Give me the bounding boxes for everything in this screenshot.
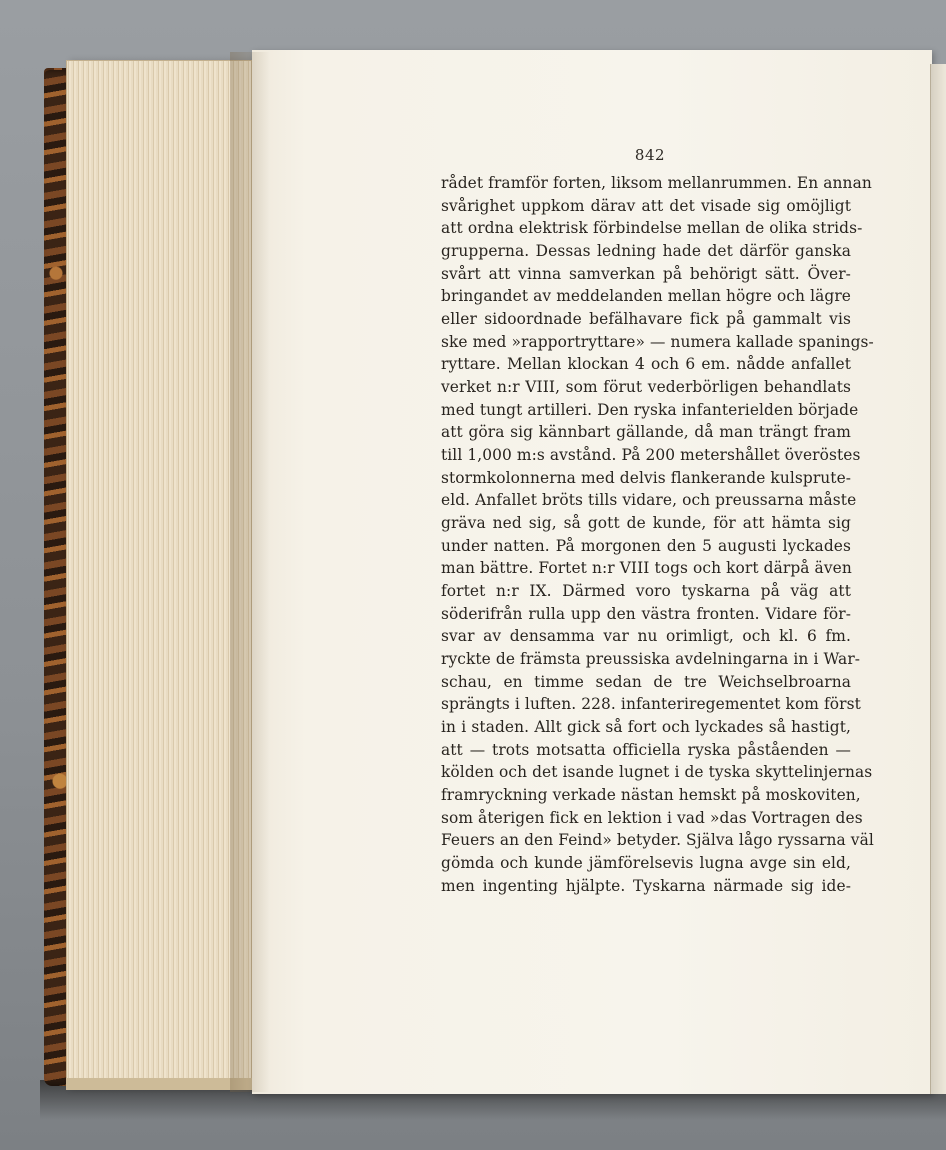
gutter-shadow bbox=[230, 52, 270, 1092]
text-line: svårt att vinna samverkan på behörigt sätt. Över- bbox=[441, 264, 851, 283]
text-line: till 1,000 m:s avstånd. På 200 metershållet överöstes bbox=[441, 446, 861, 465]
text-line: man bättre. Fortet n:r VIII togs och kort därpå även bbox=[441, 559, 852, 578]
text-line: gömda och kunde jämförelsevis lugna avge sin eld, bbox=[441, 854, 851, 873]
text-line: som återigen fick en lektion i vad »das Vortragen des bbox=[441, 808, 863, 827]
text-line: med tungt artilleri. Den ryska infanterielden började bbox=[441, 400, 859, 419]
text-line: framryckning verkade nästan hemskt på moskoviten, bbox=[441, 786, 861, 805]
page-block-edges bbox=[66, 60, 252, 1090]
text-line: svårighet uppkom därav att det visade sig omöjligt bbox=[441, 196, 851, 215]
text-line: eller sidoordnade befälhavare fick på gammalt vis bbox=[441, 310, 851, 329]
text-line: in i staden. Allt gick så fort och lyckades så hastigt, bbox=[441, 718, 851, 737]
text-line: sprängts i luften. 228. infanteriregementet kom först bbox=[441, 695, 861, 714]
text-line: Feuers an den Feind» betyder. Själva lågo ryssarna väl bbox=[441, 831, 874, 850]
text-line: söderifrån rulla upp den västra fronten. Vidare för- bbox=[441, 604, 851, 623]
next-page-edge bbox=[930, 64, 946, 1094]
text-line: bringandet av meddelanden mellan högre och lägre bbox=[441, 287, 851, 306]
text-line: ryttare. Mellan klockan 4 och 6 em. nådde anfallet bbox=[441, 355, 851, 374]
text-line: verket n:r VIII, som förut vederbörligen behandlats bbox=[441, 378, 851, 397]
text-line: att göra sig kännbart gällande, då man trängt fram bbox=[441, 423, 851, 442]
text-line: kölden och det isande lugnet i de tyska skyttelinjernas bbox=[441, 763, 873, 782]
text-line: men ingenting hjälpte. Tyskarna närmade sig ide- bbox=[441, 876, 851, 895]
page-number: 842 bbox=[634, 146, 666, 164]
text-line: schau, en timme sedan de tre Weichselbroarna bbox=[441, 672, 851, 691]
text-line: fortet n:r IX. Därmed voro tyskarna på väg att bbox=[441, 582, 851, 601]
text-line: eld. Anfallet bröts tills vidare, och preussarna måste bbox=[441, 491, 857, 510]
text-line: grupperna. Dessas ledning hade det därför ganska bbox=[441, 242, 851, 261]
text-line: gräva ned sig, så gott de kunde, för att hämta sig bbox=[441, 514, 851, 533]
text-line: stormkolonnerna med delvis flankerande kulsprute- bbox=[441, 468, 852, 487]
text-line: svar av densamma var nu orimligt, och kl. 6 fm. bbox=[441, 627, 851, 646]
text-line: ske med »rapportryttare» — numera kallade spanings- bbox=[441, 332, 874, 351]
page-block-bottom bbox=[66, 1078, 252, 1090]
text-line: att ordna elektrisk förbindelse mellan de olika strids- bbox=[441, 219, 863, 238]
text-line: rådet framför forten, liksom mellanrummen. En annan bbox=[441, 174, 872, 192]
body-text bbox=[441, 172, 874, 898]
text-line: att — trots motsatta officiella ryska påståenden — bbox=[441, 740, 851, 759]
text-line: ryckte de främsta preussiska avdelningarna in i War- bbox=[441, 650, 861, 669]
text-line: under natten. På morgonen den 5 augusti lyckades bbox=[441, 536, 851, 555]
